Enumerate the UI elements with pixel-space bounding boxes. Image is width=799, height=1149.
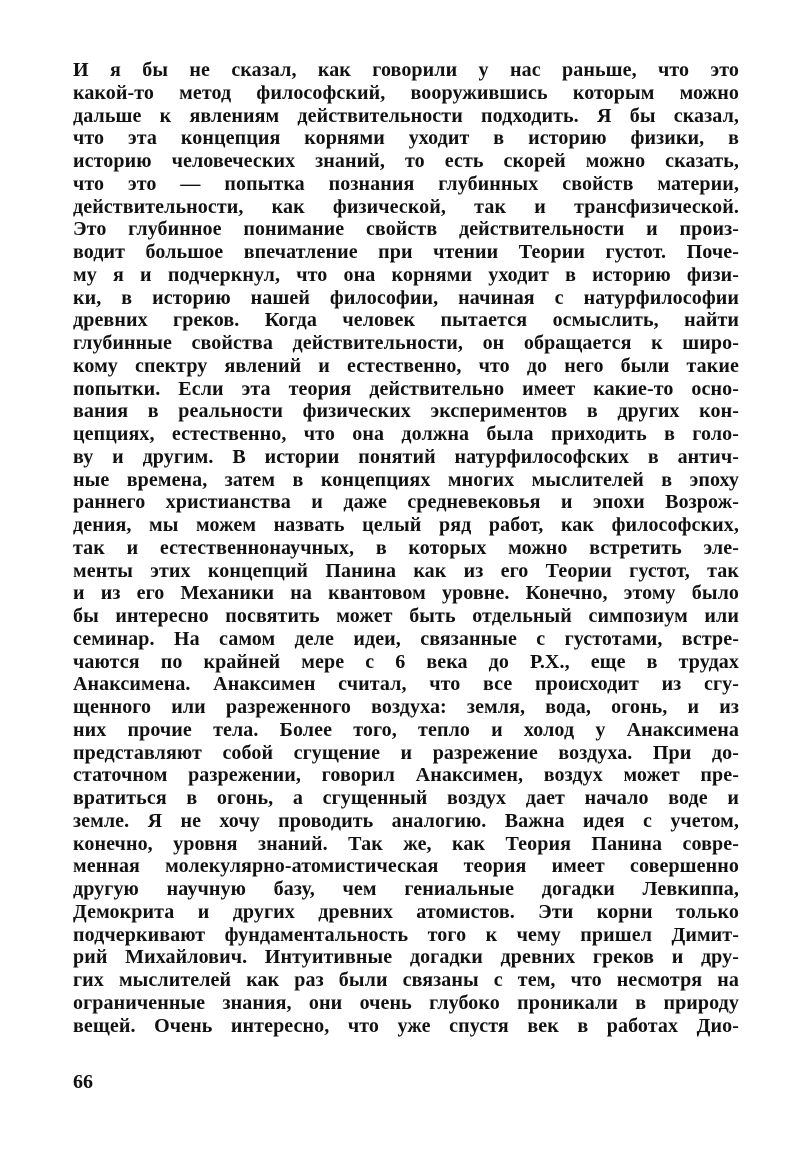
text-line: представляют собой сгущение и разрежение воздуха. При до- (73, 741, 739, 764)
text-line: ву и другим. В истории понятий натурфилософских в антич- (73, 445, 739, 468)
text-line: дальше к явлениям действительности подходить. Я бы сказал, (73, 104, 739, 127)
text-line: ки, в историю нашей философии, начиная с натурфилософии (73, 286, 739, 309)
text-line: цепциях, естественно, что она должна была приходить в голо- (73, 423, 739, 445)
text-line: менты этих концепций Панина как из его Теории густот, так (73, 559, 739, 582)
text-line: что эта концепция корнями уходит в историю физики, в (73, 127, 739, 150)
text-line: ные времена, затем в концепциях многих мыслителей в эпоху (73, 468, 739, 491)
text-line: историю человеческих знаний, то есть скорей можно сказать, (73, 150, 739, 172)
text-line: Это глубинное понимание свойств действительности и произ- (73, 218, 739, 241)
text-line: Анаксимена. Анаксимен считал, что все происходит из сгу- (73, 673, 739, 696)
text-line: семинар. На самом деле идеи, связанные с густотами, встре- (73, 627, 739, 650)
text-line: рий Михайлович. Интуитивные догадки древних греков и дру- (73, 946, 739, 969)
text-line: менная молекулярно-атомистическая теория имеет совершенно (73, 855, 739, 878)
text-line: чаются по крайней мере с 6 века до Р.Х., еще в трудах (73, 650, 739, 673)
text-line: статочном разрежении, говорил Анаксимен, воздух может пре- (73, 764, 739, 787)
text-line: кому спектру явлений и естественно, что до него были такие (73, 354, 739, 377)
page-number: 66 (73, 1071, 93, 1093)
text-line: конечно, уровня знаний. Так же, как Теория Панина совре- (73, 832, 739, 855)
text-line: ограниченные знания, они очень глубоко проникали в природу (73, 991, 739, 1014)
text-line: дения, мы можем назвать целый ряд работ, как философских, (73, 514, 739, 536)
text-line: раннего христианства и даже средневековья и эпохи Возрож- (73, 491, 739, 514)
text-line: му я и подчеркнул, что она корнями уходит в историю физи- (73, 263, 739, 286)
text-line: щенного или разреженного воздуха: земля, вода, огонь, и из (73, 696, 739, 718)
text-line: действительности, как физической, так и трансфизической. (73, 195, 739, 218)
text-line: бы интересно посвятить может быть отдельный симпозиум или (73, 605, 739, 627)
text-line: вания в реальности физических экспериментов в других кон- (73, 400, 739, 423)
text-line: гих мыслителей как раз были связаны с тем, что несмотря на (73, 969, 739, 991)
text-line: них прочие тела. Более того, тепло и холод у Анаксимена (73, 718, 739, 741)
text-line: какой-то метод философский, вооружившись которым можно (73, 81, 739, 104)
text-line: попытки. Если эта теория действительно имеет какие-то осно- (73, 377, 739, 400)
text-line: древних греков. Когда человек пытается осмыслить, найти (73, 309, 739, 332)
body-text (73, 59, 739, 1037)
text-line: И я бы не сказал, как говорили у нас раньше, что это (73, 59, 739, 81)
text-line: глубинные свойства действительности, он обращается к широ- (73, 332, 739, 354)
text-line: вещей. Очень интересно, что уже спустя век в работах Дио- (73, 1014, 739, 1037)
text-line: Демокрита и других древних атомистов. Эти корни только (73, 900, 739, 923)
text-line: земле. Я не хочу проводить аналогию. Важна идея с учетом, (73, 809, 739, 832)
text-line: что это — попытка познания глубинных свойств материи, (73, 172, 739, 195)
text-line: вратиться в огонь, а сгущенный воздух дает начало воде и (73, 787, 739, 809)
text-line: водит большое впечатление при чтении Теории густот. Поче- (73, 241, 739, 263)
text-line: и из его Механики на квантовом уровне. Конечно, этому было (73, 582, 739, 605)
text-line: так и естественнонаучных, в которых можно встретить эле- (73, 536, 739, 559)
text-line: подчеркивают фундаментальность того к чему пришел Димит- (73, 923, 739, 946)
text-line: другую научную базу, чем гениальные догадки Левкиппа, (73, 878, 739, 900)
